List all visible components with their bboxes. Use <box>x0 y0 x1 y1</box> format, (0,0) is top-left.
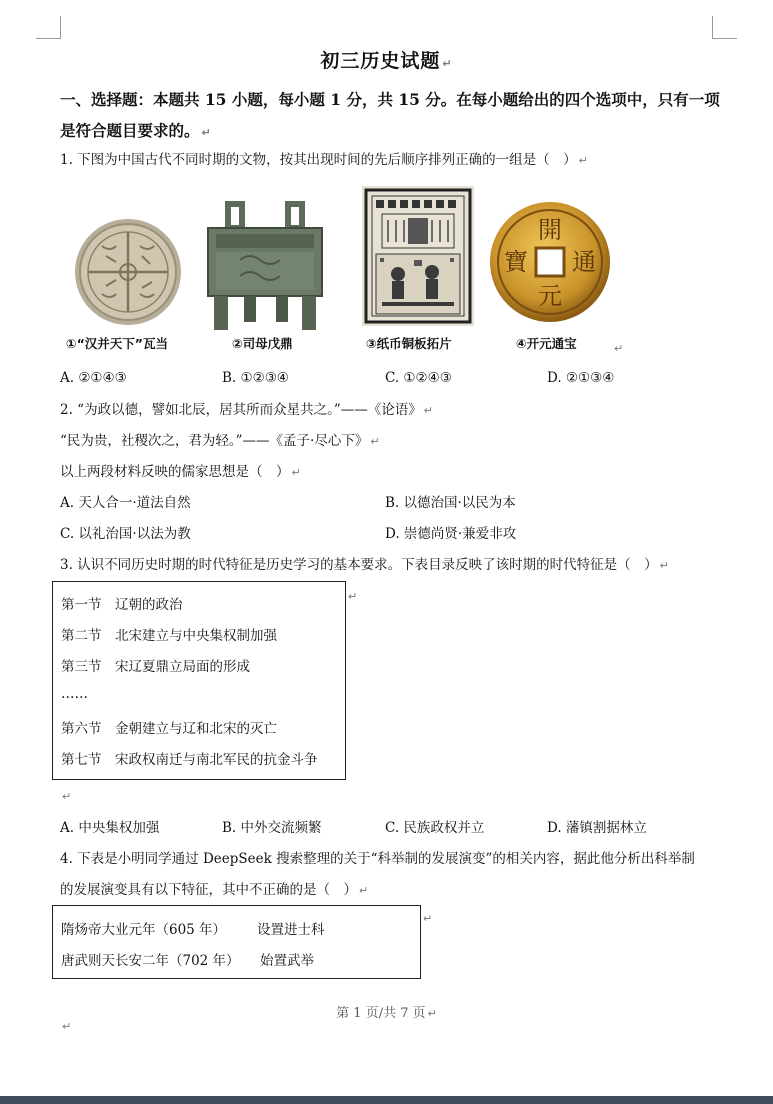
coin-char-left: 寶 <box>504 248 528 276</box>
q1-option-c[interactable]: C. ①②④③ <box>385 370 452 386</box>
coin-char-top: 開 <box>538 216 562 244</box>
page-footer: 第 1 页/共 7 页 ↵ <box>336 1006 437 1021</box>
q3-table-of-contents <box>52 581 346 780</box>
q2-stem: 2. “为政以德，譬如北辰，居其所而众星共之。”——《论语》 ↵ <box>60 402 433 418</box>
kaiyuan-coin-image <box>488 200 612 324</box>
q1-stem: 1. 下图为中国古代不同时期的文物，按其出现时间的先后顺序排列正确的一组是（ ） ↵ <box>60 152 588 168</box>
toc-line: 第六节 金朝建立与辽和北宋的灭亡 <box>61 721 277 737</box>
q4-table-row-time: 唐武则天长安二年（702 年） <box>61 953 240 969</box>
caption-kaiyuan-coin: ④开元通宝 <box>516 336 577 351</box>
page-title: 初三历史试题 ↵ <box>320 50 453 72</box>
q3-stem: 3. 认识不同历史时期的时代特征是历史学习的基本要求。下表目录反映了该时期的时代特征是（ ） ↵ <box>60 557 669 573</box>
q2-option-b[interactable]: B. 以德治国·以民为本 <box>385 495 516 511</box>
q2-question: 以上两段材料反映的儒家思想是（ ） ↵ <box>60 464 301 480</box>
q1-option-d[interactable]: D. ②①③④ <box>547 370 615 386</box>
toc-line: 第二节 北宋建立与中央集权制加强 <box>61 628 277 644</box>
toc-line: 第一节 辽朝的政治 <box>61 597 183 613</box>
page-corner-mark-top-right <box>712 16 737 39</box>
q4-table-row-event: 设置进士科 <box>257 922 325 938</box>
q2-quote: “民为贵，社稷次之，君为轻。”——《孟子·尽心下》 ↵ <box>60 433 380 449</box>
caption-bronze-ding: ②司母戊鼎 <box>232 336 293 351</box>
q4-stem-line2: 的发展演变具有以下特征，其中不正确的是（ ） ↵ <box>60 882 369 898</box>
q1-artifact-images: 開 通 元 寶 ①“汉并天下”瓦当 ②司母戊鼎 ③纸币铜板拓片 ④开元通宝 ↵ <box>60 186 620 356</box>
page-corner-mark-top-left <box>36 16 61 39</box>
tile-end-image <box>72 216 184 328</box>
q3-option-b[interactable]: B. 中外交流频繁 <box>222 820 322 836</box>
q1-option-a[interactable]: A. ②①④③ <box>60 370 127 386</box>
bronze-ding-image <box>200 200 330 332</box>
q2-option-d[interactable]: D. 崇德尚贤·兼爱非攻 <box>385 526 517 542</box>
q4-table-row-time: 隋炀帝大业元年（605 年） <box>61 922 227 938</box>
caption-tile-end: ①“汉并天下”瓦当 <box>66 336 169 351</box>
q2-option-c[interactable]: C. 以礼治国·以法为教 <box>60 526 191 542</box>
section-heading: 一、选择题：本题共 15 小题，每小题 1 分，共 15 分。在每小题给出的四个选项中，只有一项是符合题目要求的。 ↵ <box>60 90 720 140</box>
toc-line: 第七节 宋政权南迁与南北军民的抗金斗争 <box>61 752 318 768</box>
q1-option-b[interactable]: B. ①②③④ <box>222 370 289 386</box>
caption-paper-money: ③纸币铜板拓片 <box>366 336 452 351</box>
toc-line: 第三节 宋辽夏鼎立局面的形成 <box>61 659 250 675</box>
coin-char-right: 通 <box>572 248 596 276</box>
window-bottom-bar <box>0 1096 773 1104</box>
q3-option-a[interactable]: A. 中央集权加强 <box>60 820 160 836</box>
q3-option-d[interactable]: D. 藩镇割据林立 <box>547 820 647 836</box>
q4-table-row-event: 始置武举 <box>260 953 314 969</box>
q3-option-c[interactable]: C. 民族政权并立 <box>385 820 485 836</box>
q2-option-a[interactable]: A. 天人合一·道法自然 <box>60 495 191 511</box>
q4-stem-line1: 4. 下表是小明同学通过 DeepSeek 搜索整理的关于“科举制的发展演变”的相关内容，据此他分析出科举制 <box>60 851 695 867</box>
paper-money-rubbing-image <box>362 186 474 326</box>
q4-table <box>52 905 421 979</box>
coin-char-bottom: 元 <box>538 282 562 310</box>
toc-line: …… <box>61 686 88 702</box>
